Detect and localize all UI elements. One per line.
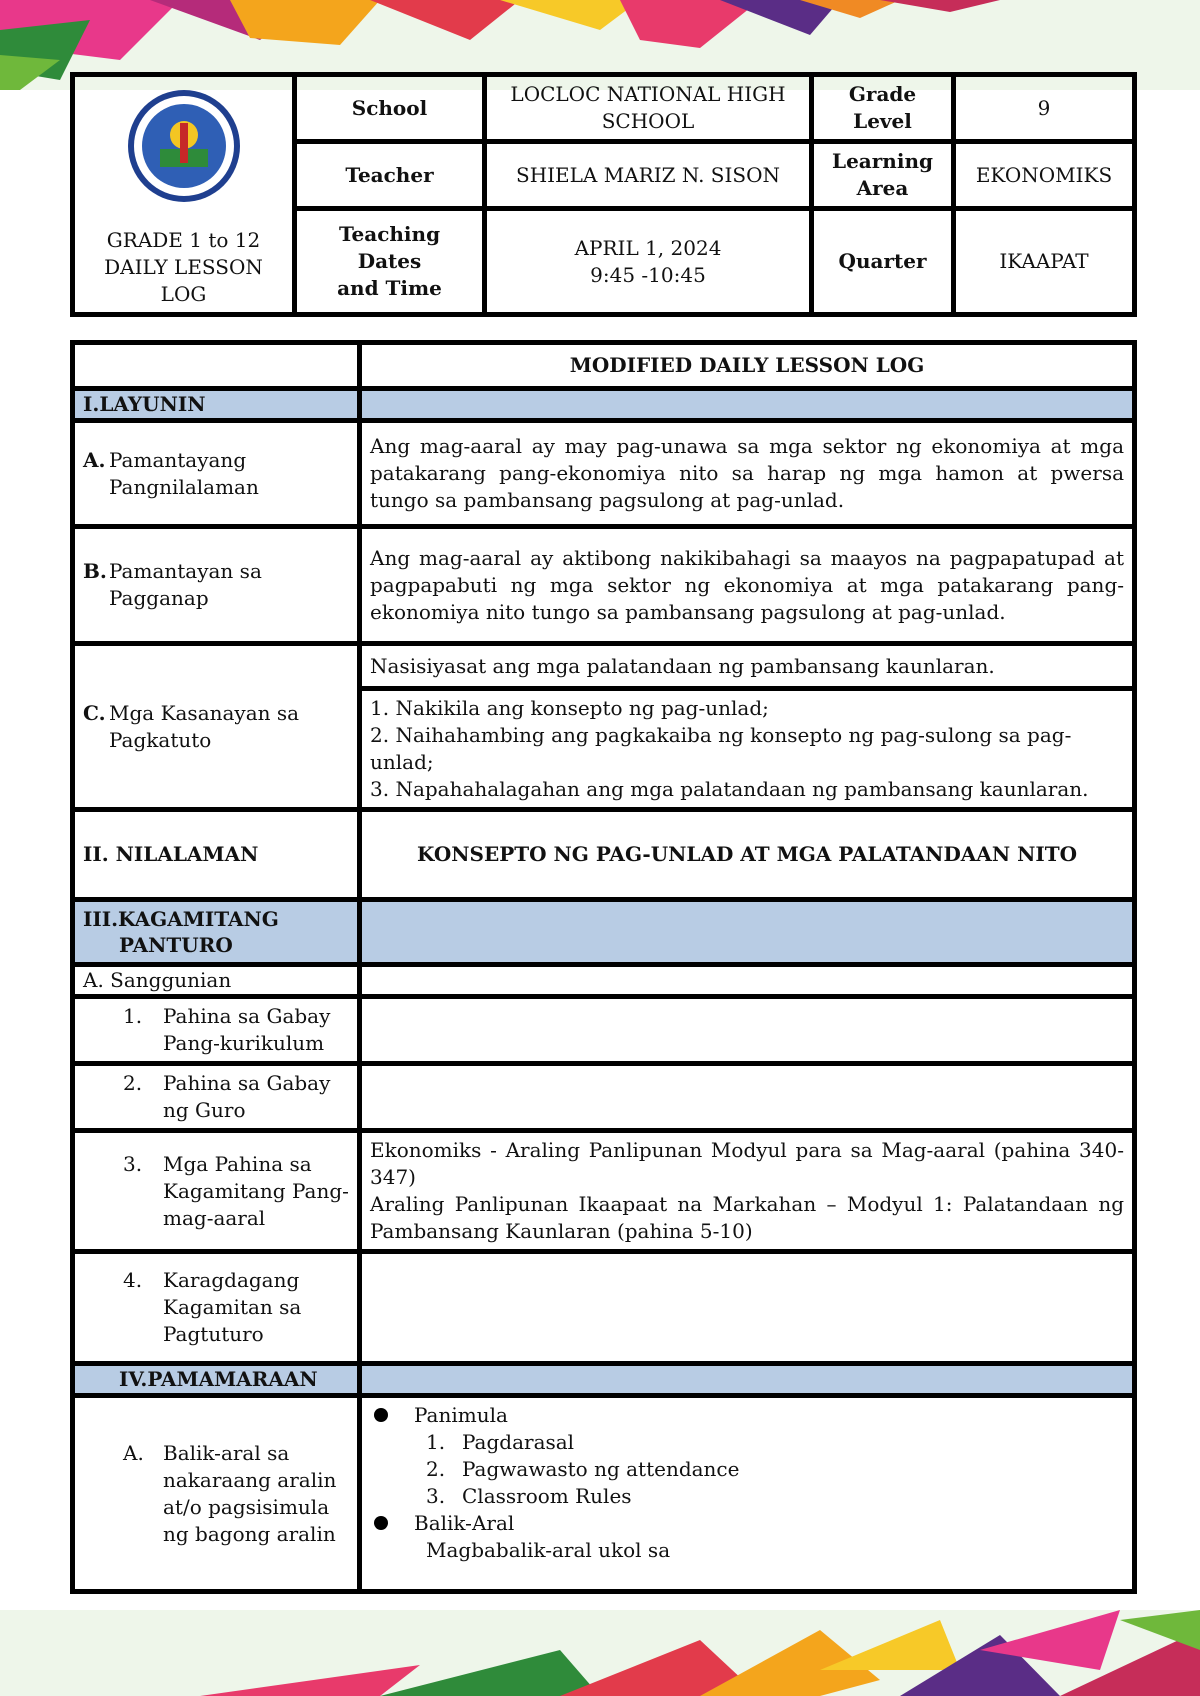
balik-aral-text: Magbabalik-aral ukol sa — [426, 1538, 671, 1562]
bullet-icon — [374, 1408, 388, 1422]
teacher-value: SHIELA MARIZ N. SISON — [485, 142, 812, 209]
kasanayan-list — [360, 689, 1135, 810]
sub-number: 3. — [426, 1484, 446, 1508]
gabay-kurikulum-value — [360, 997, 1135, 1064]
item-label: Karagdagang Kagamitan sa Pagtuturo — [163, 1268, 302, 1346]
section-pamamaraan: IV.PAMAMARAAN — [73, 1364, 360, 1396]
grade-label-line: Grade — [848, 82, 917, 106]
school-label: School — [295, 75, 485, 142]
nilalaman-text: KONSEPTO NG PAG-UNLAD AT MGA PALATANDAAN NITO — [360, 810, 1135, 900]
balik-aral-heading: Balik-Aral — [414, 1511, 515, 1535]
karagdagang-kagamitan-value — [360, 1252, 1135, 1364]
learning-area-label — [812, 142, 954, 209]
sanggunian-value — [360, 965, 1135, 997]
reference-line: Ekonomiks - Araling Panlipunan Modyul para sa Mag-aaral (pahina 340-347) — [370, 1138, 1124, 1189]
list-item: 3. Napahahalagahan ang mga palatandaan ng pambansang kaunlaran. — [370, 777, 1089, 801]
dates-label-line: Teaching Dates — [338, 222, 441, 273]
log-title-cell — [73, 75, 295, 315]
row-kagamitang-mag-aaral — [73, 1131, 360, 1252]
teaching-dates-value — [485, 209, 812, 315]
header-info-table — [70, 72, 1137, 317]
item-label: Pahina sa Gabay ng Guro — [163, 1071, 331, 1122]
pamamaraan-content — [360, 1396, 1135, 1592]
item-label: Mga Pahina sa Kagamitang Pang-mag-aaral — [163, 1151, 349, 1230]
time-line: 9:45 -10:45 — [590, 262, 706, 287]
row-label: Pamantayan sa Pagganap — [109, 559, 262, 610]
row-key: C. — [83, 700, 106, 725]
reference-line: Araling Panlipunan Ikaapaat na Markahan – Modyul 1: Palatandaan ng Pambansang Kaunlaran (pahina 5-10) — [370, 1192, 1124, 1243]
list-item: 1. Nakikila ang konsepto ng pag-unlad; — [370, 696, 769, 720]
item-number: 3. — [123, 1151, 143, 1176]
section-pamamaraan-fill — [360, 1364, 1135, 1396]
section-nilalaman: II. NILALAMAN — [73, 810, 360, 900]
item-label: Balik-aral sa nakaraang aralin at/o pagsisimula ng bagong aralin — [163, 1440, 337, 1546]
log-title-line: LOG — [160, 282, 207, 306]
row-label-c — [73, 644, 360, 810]
school-value — [485, 75, 812, 142]
dates-label-line: and Time — [337, 276, 442, 300]
section-layunin: I.LAYUNIN — [73, 389, 360, 421]
row-label-b — [73, 527, 360, 644]
item-number: 4. — [123, 1268, 143, 1292]
pamantayan-sa-pagganap-text: Ang mag-aaral ay aktibong nakikibahagi sa maayos na pagpapatupad at pagpapabuti ng mga sektor ng ekonomiya at mga patakarang pang-ekonomiya nito tungo sa pambansang pagsulong at pag-unlad. — [360, 527, 1135, 644]
sub-number: 2. — [426, 1457, 446, 1481]
blank-cell — [73, 343, 360, 389]
sub-number: 1. — [426, 1430, 446, 1454]
kagamitan-line: PANTURO — [119, 933, 233, 957]
school-seal-icon — [124, 87, 244, 205]
section-kagamitan-fill — [360, 900, 1135, 965]
item-number: 2. — [123, 1071, 143, 1095]
row-label: Pamantayang Pangnilalaman — [109, 447, 259, 499]
item-number: A. — [123, 1440, 144, 1465]
row-label-a — [73, 421, 360, 527]
row-gabay-kurikulum — [73, 997, 360, 1064]
sub-item: Classroom Rules — [462, 1484, 632, 1508]
kagamitang-mag-aaral-value — [360, 1131, 1135, 1252]
grade-label-line: Level — [853, 109, 912, 133]
row-karagdagang-kagamitan — [73, 1252, 360, 1364]
row-balik-aral — [73, 1396, 360, 1592]
row-key: A. — [83, 447, 106, 472]
quarter-label: Quarter — [812, 209, 954, 315]
section-layunin-fill — [360, 389, 1135, 421]
pamantayang-pangnilalaman-text: Ang mag-aaral ay may pag-unawa sa mga sektor ng ekonomiya at mga patakarang pang-ekonomiya nito sa harap ng mga hamon at pwersa tungo sa pambansang pagsulong at pag-unlad. — [360, 421, 1135, 527]
kasanayan-text: Nasisiyasat ang mga palatandaan ng pambansang kaunlaran. — [360, 644, 1135, 689]
kagamitan-line: III.KAGAMITANG — [83, 907, 279, 931]
area-label-line: Area — [856, 176, 909, 200]
learning-area-value: EKONOMIKS — [954, 142, 1135, 209]
area-label-line: Learning — [832, 149, 933, 173]
date-line: APRIL 1, 2024 — [574, 235, 722, 260]
list-item: 2. Naihahambing ang pagkakaiba ng konsepto ng pag-sulong sa pag-unlad; — [370, 723, 1072, 774]
teacher-label: Teacher — [295, 142, 485, 209]
sub-item: Pagwawasto ng attendance — [462, 1457, 740, 1481]
panimula-heading: Panimula — [414, 1403, 508, 1427]
school-value-line: SCHOOL — [601, 109, 695, 133]
school-value-line: LOCLOC NATIONAL HIGH — [510, 82, 786, 106]
row-gabay-guro — [73, 1064, 360, 1131]
sanggunian-label: A. Sanggunian — [73, 965, 360, 997]
teaching-dates-label — [295, 209, 485, 315]
row-label: Mga Kasanayan sa Pagkatuto — [109, 700, 300, 752]
quarter-value: IKAAPAT — [954, 209, 1135, 315]
log-title-line: GRADE 1 to 12 — [106, 228, 261, 252]
lesson-log-title: MODIFIED DAILY LESSON LOG — [360, 343, 1135, 389]
sub-item: Pagdarasal — [462, 1430, 575, 1454]
row-key: B. — [83, 559, 107, 583]
grade-level-value: 9 — [954, 75, 1135, 142]
bullet-icon — [374, 1516, 388, 1530]
item-label: Pahina sa Gabay Pang-kurikulum — [163, 1004, 331, 1055]
gabay-guro-value — [360, 1064, 1135, 1131]
item-number: 1. — [123, 1004, 143, 1028]
section-kagamitan — [73, 900, 360, 965]
log-title-line: DAILY LESSON — [104, 255, 263, 279]
grade-level-label — [812, 75, 954, 142]
bottom-decorative-banner — [0, 1610, 1200, 1696]
lesson-log-table — [70, 340, 1137, 1594]
